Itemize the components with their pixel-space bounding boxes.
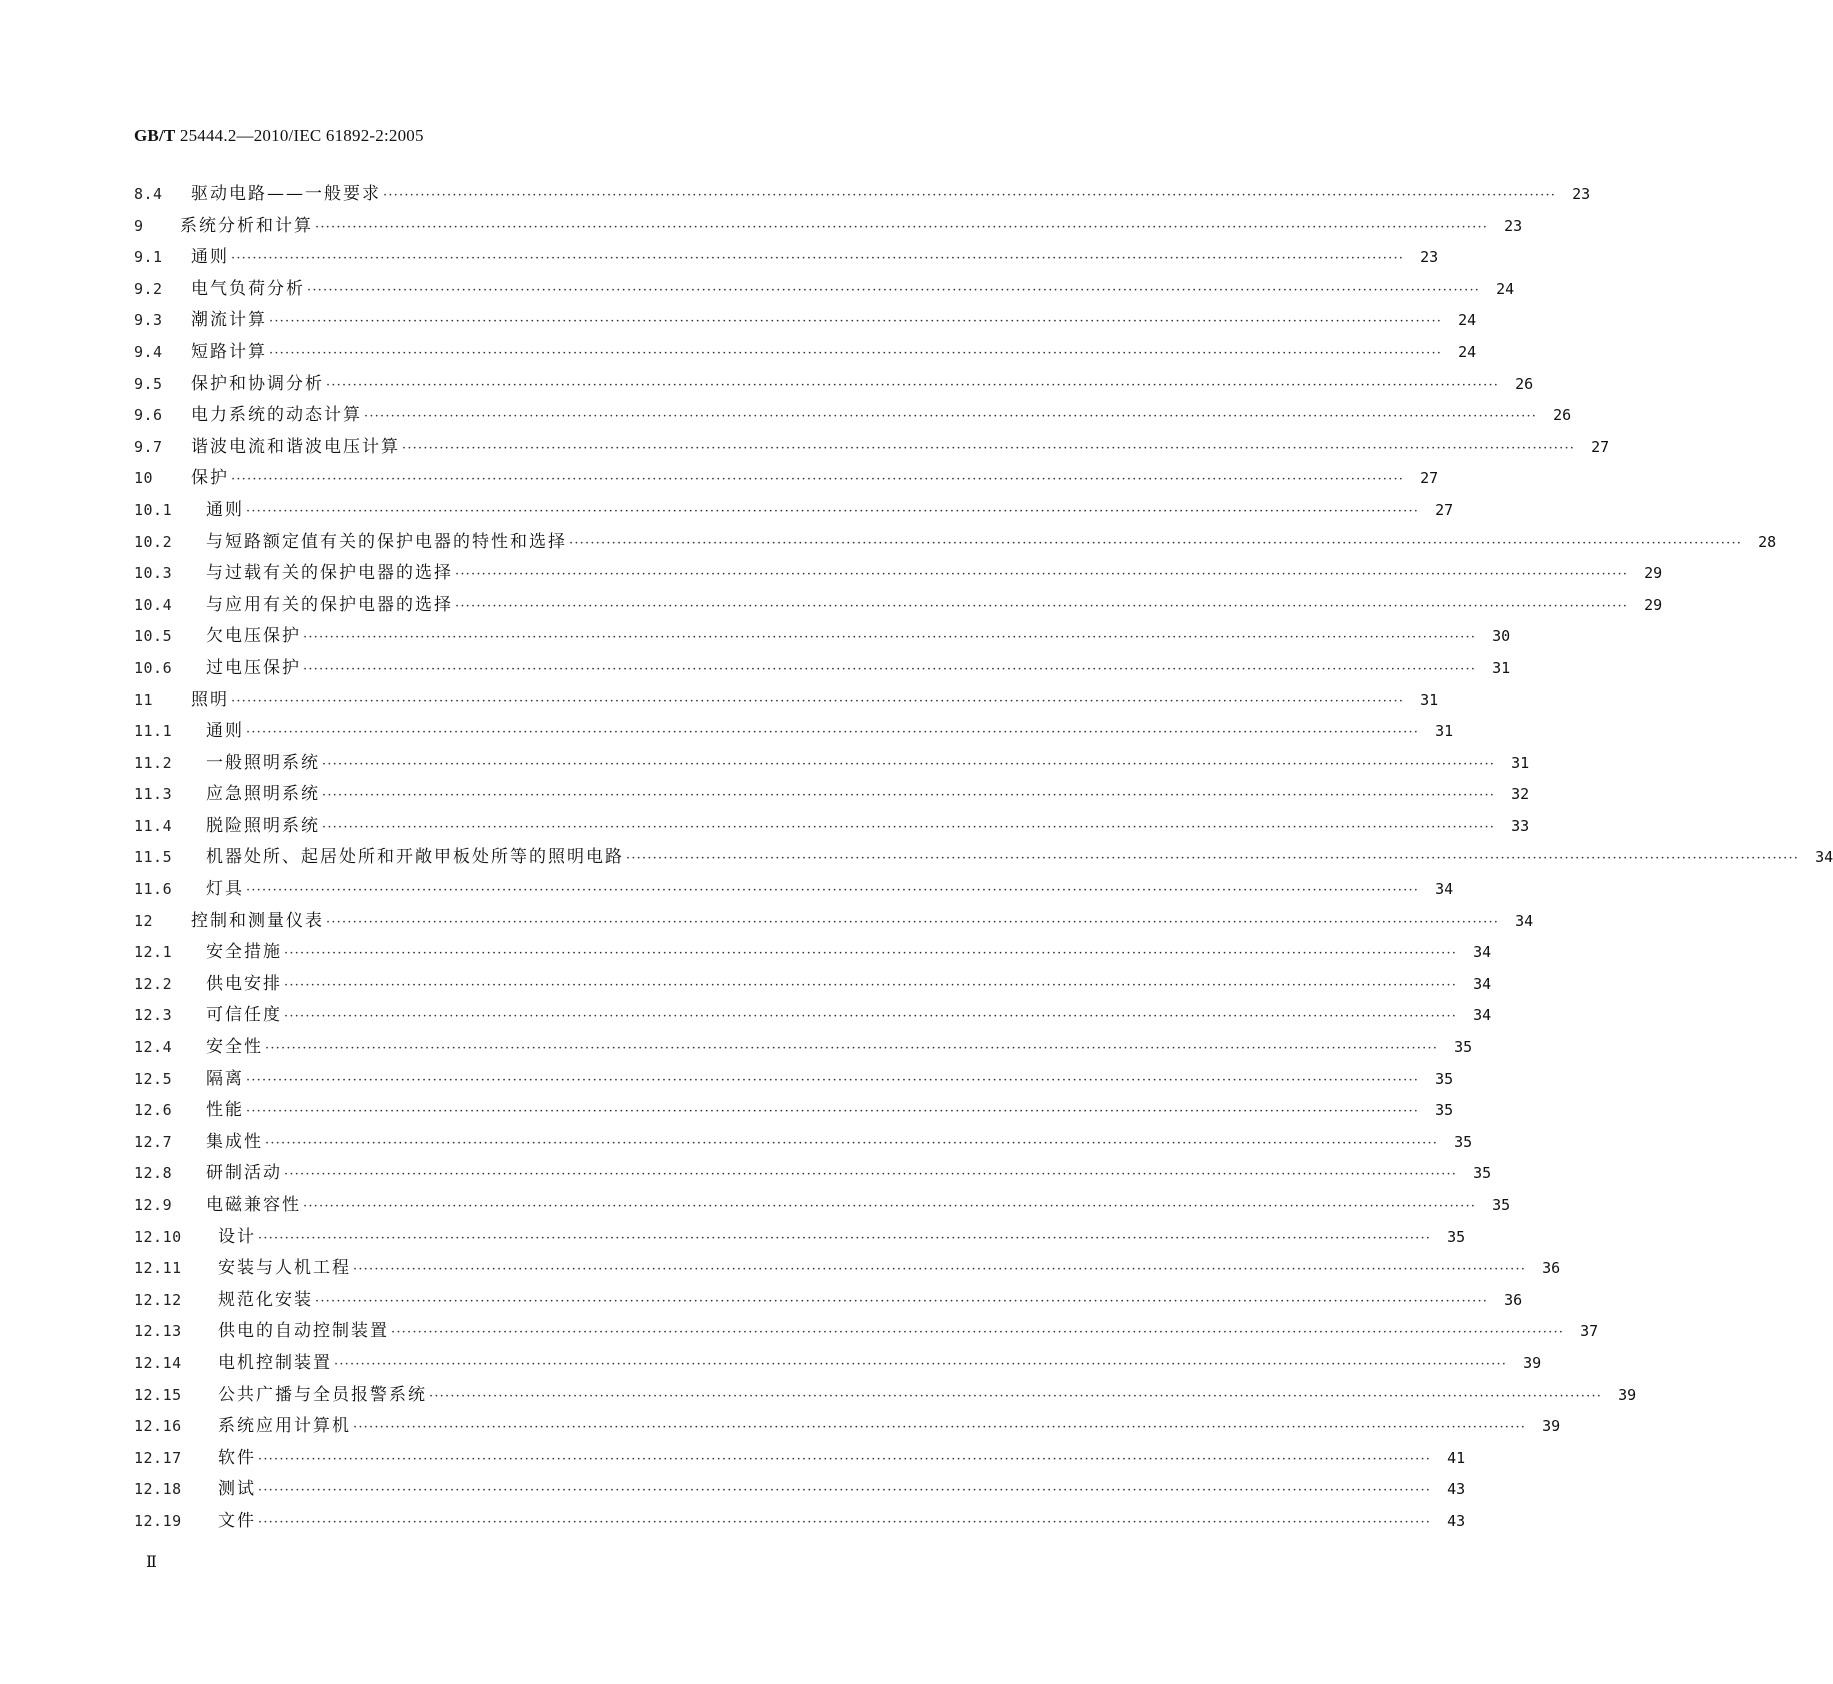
toc-entry[interactable] (134, 906, 1534, 938)
toc-entry[interactable] (134, 1222, 1466, 1254)
toc-page-number: 41 (1447, 1448, 1466, 1467)
toc-section-title: 过电压保护 (206, 657, 301, 678)
toc-section-title: 短路计算 (191, 341, 267, 362)
toc-section-title: 系统分析和计算 (180, 215, 313, 236)
dot-leader: ···························································································································································································································· (284, 977, 1458, 993)
toc-section-number: 12.16 (134, 1417, 182, 1436)
toc-section-number: 12 (134, 911, 154, 930)
toc-entry[interactable] (134, 211, 1523, 243)
toc-section-number: 12.13 (134, 1322, 182, 1341)
toc-page-number: 36 (1504, 1290, 1523, 1309)
dot-leader: ···························································································································································································································· (265, 1041, 1439, 1057)
toc-entry[interactable] (134, 590, 1663, 622)
toc-section-title: 通则 (191, 247, 229, 268)
toc-page-number: 35 (1473, 1164, 1492, 1183)
toc-entry[interactable] (134, 969, 1492, 1001)
toc-page-number: 34 (1473, 974, 1492, 993)
toc-section-title: 测试 (218, 1479, 256, 1500)
toc-section-number: 12.9 (134, 1196, 173, 1214)
toc-page-number: 28 (1758, 532, 1777, 551)
toc-section-number: 9.1 (134, 248, 163, 267)
dot-leader: ···························································································································································································································· (265, 1135, 1439, 1151)
toc-section-number: 10.6 (134, 658, 173, 677)
toc-section-title: 公共广播与全员报警系统 (218, 1384, 427, 1405)
toc-entry[interactable] (134, 369, 1534, 401)
dot-leader: ···························································································································································································································· (353, 1262, 1527, 1278)
toc-section-number: 12.15 (134, 1385, 182, 1404)
toc-section-number: 12.7 (134, 1132, 173, 1151)
toc-page-number: 35 (1447, 1227, 1466, 1246)
toc-entry[interactable] (134, 748, 1530, 780)
toc-section-number: 8.4 (134, 185, 163, 203)
toc-entry[interactable] (134, 1253, 1561, 1285)
dot-leader: ···························································································································································································································· (383, 188, 1557, 203)
toc-section-title: 集成性 (206, 1131, 263, 1152)
toc-entry[interactable] (134, 1032, 1473, 1064)
dot-leader: ···························································································································································································································· (322, 788, 1496, 804)
toc-page-number: 31 (1511, 753, 1530, 772)
dot-leader: ···························································································································································································································· (315, 219, 1489, 235)
toc-section-title: 文件 (218, 1510, 256, 1531)
toc-entry[interactable] (134, 1285, 1523, 1317)
toc-page-number: 35 (1435, 1069, 1454, 1088)
toc-section-title: 保护 (191, 468, 229, 489)
table-of-contents (134, 179, 1833, 1538)
toc-section-title: 电磁兼容性 (206, 1195, 301, 1215)
toc-section-title: 与应用有关的保护电器的选择 (206, 594, 453, 615)
toc-section-title: 与过载有关的保护电器的选择 (206, 563, 453, 584)
toc-section-number: 10.5 (134, 627, 173, 646)
toc-entry[interactable] (134, 1190, 1511, 1222)
toc-section-number: 9.5 (134, 374, 163, 393)
toc-page-number: 34 (1435, 880, 1454, 899)
toc-section-number: 12.19 (134, 1511, 182, 1530)
toc-section-number: 9.4 (134, 342, 163, 361)
toc-page-number: 39 (1523, 1353, 1542, 1372)
toc-section-title: 一般照明系统 (206, 752, 320, 773)
toc-page-number: 32 (1511, 785, 1530, 804)
toc-section-number: 12.4 (134, 1038, 173, 1057)
toc-page-number: 23 (1572, 185, 1591, 203)
dot-leader: ···························································································································································································································· (231, 693, 1405, 709)
dot-leader: ···························································································································································································································· (455, 598, 1629, 614)
toc-section-number: 12.14 (134, 1353, 182, 1372)
dot-leader: ···························································································································································································································· (364, 409, 1538, 425)
toc-section-title: 谐波电流和谐波电压计算 (191, 436, 400, 457)
toc-page-number: 23 (1504, 216, 1523, 235)
dot-leader: ···························································································································································································································· (246, 725, 1420, 741)
dot-leader: ···························································································································································································································· (334, 1356, 1508, 1372)
toc-entry[interactable] (134, 1443, 1466, 1475)
dot-leader: ···························································································································································································································· (231, 251, 1405, 267)
dot-leader: ···························································································································································································································· (391, 1325, 1565, 1341)
toc-entry[interactable] (134, 1474, 1466, 1506)
toc-section-title: 与短路额定值有关的保护电器的特性和选择 (206, 531, 567, 552)
toc-section-title: 规范化安装 (218, 1289, 313, 1310)
toc-entry[interactable] (134, 874, 1454, 906)
toc-page-number: 31 (1420, 690, 1439, 709)
toc-section-number: 12.11 (134, 1259, 182, 1278)
standard-header (134, 126, 424, 146)
toc-page-number: 26 (1515, 374, 1534, 393)
toc-section-title: 应急照明系统 (206, 784, 320, 805)
toc-section-number: 12.17 (134, 1448, 182, 1467)
toc-section-title: 研制活动 (206, 1163, 282, 1184)
dot-leader: ···························································································································································································································· (322, 819, 1496, 835)
toc-section-title: 脱险照明系统 (206, 815, 320, 836)
toc-entry[interactable] (134, 842, 1833, 874)
toc-entry[interactable] (134, 779, 1530, 811)
toc-section-number: 11.5 (134, 848, 173, 867)
dot-leader: ···························································································································································································································· (303, 1199, 1477, 1214)
toc-section-number: 12.18 (134, 1480, 182, 1499)
toc-entry[interactable] (134, 653, 1511, 685)
toc-section-title: 控制和测量仪表 (191, 910, 324, 931)
toc-section-number: 12.10 (134, 1227, 182, 1246)
dot-leader: ···························································································································································································································· (284, 946, 1458, 962)
toc-entry[interactable] (134, 1411, 1561, 1443)
toc-section-number: 11.2 (134, 753, 173, 772)
dot-leader: ···························································································································································································································· (326, 377, 1500, 393)
toc-section-number: 10.1 (134, 500, 173, 519)
toc-section-number: 12.2 (134, 974, 173, 993)
toc-page-number: 34 (1815, 848, 1833, 867)
toc-page-number: 26 (1553, 406, 1572, 425)
toc-entry[interactable] (134, 463, 1439, 495)
toc-section-title: 电力系统的动态计算 (191, 405, 362, 426)
toc-page-number: 36 (1542, 1259, 1561, 1278)
toc-entry[interactable] (134, 495, 1454, 527)
toc-page-number: 34 (1473, 1006, 1492, 1025)
dot-leader: ···························································································································································································································· (258, 1451, 1432, 1467)
toc-section-number: 10.4 (134, 595, 173, 614)
toc-entry[interactable] (134, 558, 1663, 590)
toc-page-number: 35 (1492, 1196, 1511, 1214)
dot-leader: ···························································································································································································································· (246, 883, 1420, 899)
toc-section-number: 11.1 (134, 722, 173, 741)
toc-entry[interactable] (134, 621, 1511, 653)
toc-page-number: 27 (1591, 437, 1610, 456)
toc-entry[interactable] (134, 400, 1572, 432)
dot-leader: ···························································································································································································································· (258, 1230, 1432, 1246)
toc-section-title: 灯具 (206, 879, 244, 900)
toc-section-title: 保护和协调分析 (191, 373, 324, 394)
toc-entry[interactable] (134, 1380, 1637, 1412)
toc-page-number: 27 (1435, 500, 1454, 519)
toc-entry[interactable] (134, 811, 1530, 843)
dot-leader: ···························································································································································································································· (353, 1420, 1527, 1436)
toc-page-number: 33 (1511, 816, 1530, 835)
toc-section-number: 12.3 (134, 1006, 173, 1025)
toc-section-number: 9.7 (134, 437, 163, 456)
toc-page-number: 35 (1435, 1101, 1454, 1120)
toc-entry[interactable] (134, 179, 1591, 211)
toc-section-title: 可信任度 (206, 1005, 282, 1026)
toc-section-number: 11.6 (134, 880, 173, 899)
toc-section-title: 驱动电路——一般要求 (191, 184, 381, 204)
toc-page-number: 27 (1420, 469, 1439, 488)
toc-section-title: 潮流计算 (191, 310, 267, 331)
toc-section-title: 通则 (206, 721, 244, 742)
dot-leader: ···························································································································································································································· (569, 535, 1743, 551)
toc-page-number: 29 (1644, 564, 1663, 583)
toc-section-number: 12.1 (134, 943, 173, 962)
dot-leader: ···························································································································································································································· (322, 756, 1496, 772)
toc-entry[interactable] (134, 1506, 1466, 1538)
toc-section-title: 设计 (218, 1226, 256, 1247)
toc-page-number: 31 (1435, 722, 1454, 741)
toc-entry[interactable] (134, 527, 1777, 559)
dot-leader: ···························································································································································································································· (402, 440, 1576, 456)
toc-entry[interactable] (134, 937, 1492, 969)
dot-leader: ···························································································································································································································· (303, 661, 1477, 677)
toc-section-number: 12.8 (134, 1164, 173, 1183)
toc-page-number: 34 (1515, 911, 1534, 930)
toc-section-title: 照明 (191, 689, 229, 710)
toc-section-number: 10.3 (134, 564, 173, 583)
toc-section-number: 11.4 (134, 816, 173, 835)
toc-page-number: 37 (1580, 1322, 1599, 1341)
toc-section-title: 通则 (206, 499, 244, 520)
toc-section-title: 隔离 (206, 1068, 244, 1089)
toc-section-title: 安全措施 (206, 942, 282, 963)
toc-section-number: 9.6 (134, 406, 163, 425)
toc-section-title: 安全性 (206, 1037, 263, 1058)
toc-page-number: 34 (1473, 943, 1492, 962)
toc-section-title: 机器处所、起居处所和开敞甲板处所等的照明电路 (206, 847, 624, 868)
dot-leader: ···························································································································································································································· (284, 1167, 1458, 1183)
toc-entry[interactable] (134, 716, 1454, 748)
dot-leader: ···························································································································································································································· (455, 567, 1629, 583)
toc-entry[interactable] (134, 274, 1515, 306)
toc-page-number: 23 (1420, 248, 1439, 267)
toc-page-number: 30 (1492, 627, 1511, 646)
page-number: Ⅱ (146, 1554, 157, 1571)
toc-page-number: 35 (1454, 1132, 1473, 1151)
toc-entry[interactable] (134, 1158, 1492, 1190)
toc-section-number: 9 (134, 216, 144, 235)
toc-section-number: 12.5 (134, 1069, 173, 1088)
toc-section-title: 欠电压保护 (206, 626, 301, 647)
toc-entry[interactable] (134, 305, 1477, 337)
toc-entry[interactable] (134, 1064, 1454, 1096)
toc-page-number: 39 (1618, 1385, 1637, 1404)
toc-section-title: 软件 (218, 1447, 256, 1468)
toc-page-number: 31 (1492, 658, 1511, 677)
dot-leader: ···························································································································································································································· (258, 1514, 1432, 1530)
toc-page-number: 43 (1447, 1480, 1466, 1499)
toc-section-number: 11 (134, 690, 154, 709)
dot-leader: ···························································································································································································································· (626, 851, 1800, 867)
dot-leader: ···························································································································································································································· (303, 630, 1477, 646)
toc-section-number: 12.6 (134, 1101, 173, 1120)
toc-page-number: 24 (1458, 311, 1477, 330)
dot-leader: ···························································································································································································································· (258, 1483, 1432, 1499)
toc-section-title: 电机控制装置 (218, 1352, 332, 1373)
dot-leader: ···························································································································································································································· (284, 1009, 1458, 1025)
toc-section-number: 12.12 (134, 1290, 182, 1309)
toc-entry[interactable] (134, 1316, 1599, 1348)
toc-page-number: 24 (1458, 342, 1477, 361)
toc-page-number: 24 (1496, 279, 1515, 298)
toc-entry[interactable] (134, 242, 1439, 274)
dot-leader: ···························································································································································································································· (269, 345, 1443, 361)
standard-prefix: GB/T (134, 126, 176, 145)
dot-leader: ···························································································································································································································· (231, 472, 1405, 488)
standard-number: 25444.2—2010/IEC 61892-2:2005 (175, 126, 424, 145)
dot-leader: ···························································································································································································································· (246, 503, 1420, 519)
toc-section-title: 安装与人机工程 (218, 1258, 351, 1279)
toc-section-title: 系统应用计算机 (218, 1416, 351, 1437)
toc-section-number: 11.3 (134, 785, 173, 804)
toc-page-number: 35 (1454, 1038, 1473, 1057)
toc-page-number: 29 (1644, 595, 1663, 614)
toc-section-title: 供电的自动控制装置 (218, 1321, 389, 1342)
toc-section-number: 9.2 (134, 279, 163, 298)
dot-leader: ···························································································································································································································· (429, 1388, 1603, 1404)
toc-entry[interactable] (134, 1348, 1542, 1380)
dot-leader: ···························································································································································································································· (315, 1293, 1489, 1309)
toc-entry[interactable] (134, 685, 1439, 717)
toc-section-title: 供电安排 (206, 973, 282, 994)
toc-section-title: 性能 (206, 1100, 244, 1121)
dot-leader: ···························································································································································································································· (307, 282, 1481, 298)
dot-leader: ···························································································································································································································· (246, 1072, 1420, 1088)
toc-entry[interactable] (134, 432, 1610, 464)
dot-leader: ···························································································································································································································· (326, 914, 1500, 930)
dot-leader: ···························································································································································································································· (246, 1104, 1420, 1120)
toc-page-number: 39 (1542, 1417, 1561, 1436)
toc-entry[interactable] (134, 1000, 1492, 1032)
toc-section-number: 9.3 (134, 311, 163, 330)
toc-section-title: 电气负荷分析 (191, 278, 305, 299)
toc-section-number: 10 (134, 469, 154, 488)
toc-entry[interactable] (134, 337, 1477, 369)
toc-section-number: 10.2 (134, 532, 173, 551)
dot-leader: ···························································································································································································································· (269, 314, 1443, 330)
toc-entry[interactable] (134, 1127, 1473, 1159)
toc-entry[interactable] (134, 1095, 1454, 1127)
toc-page-number: 43 (1447, 1511, 1466, 1530)
